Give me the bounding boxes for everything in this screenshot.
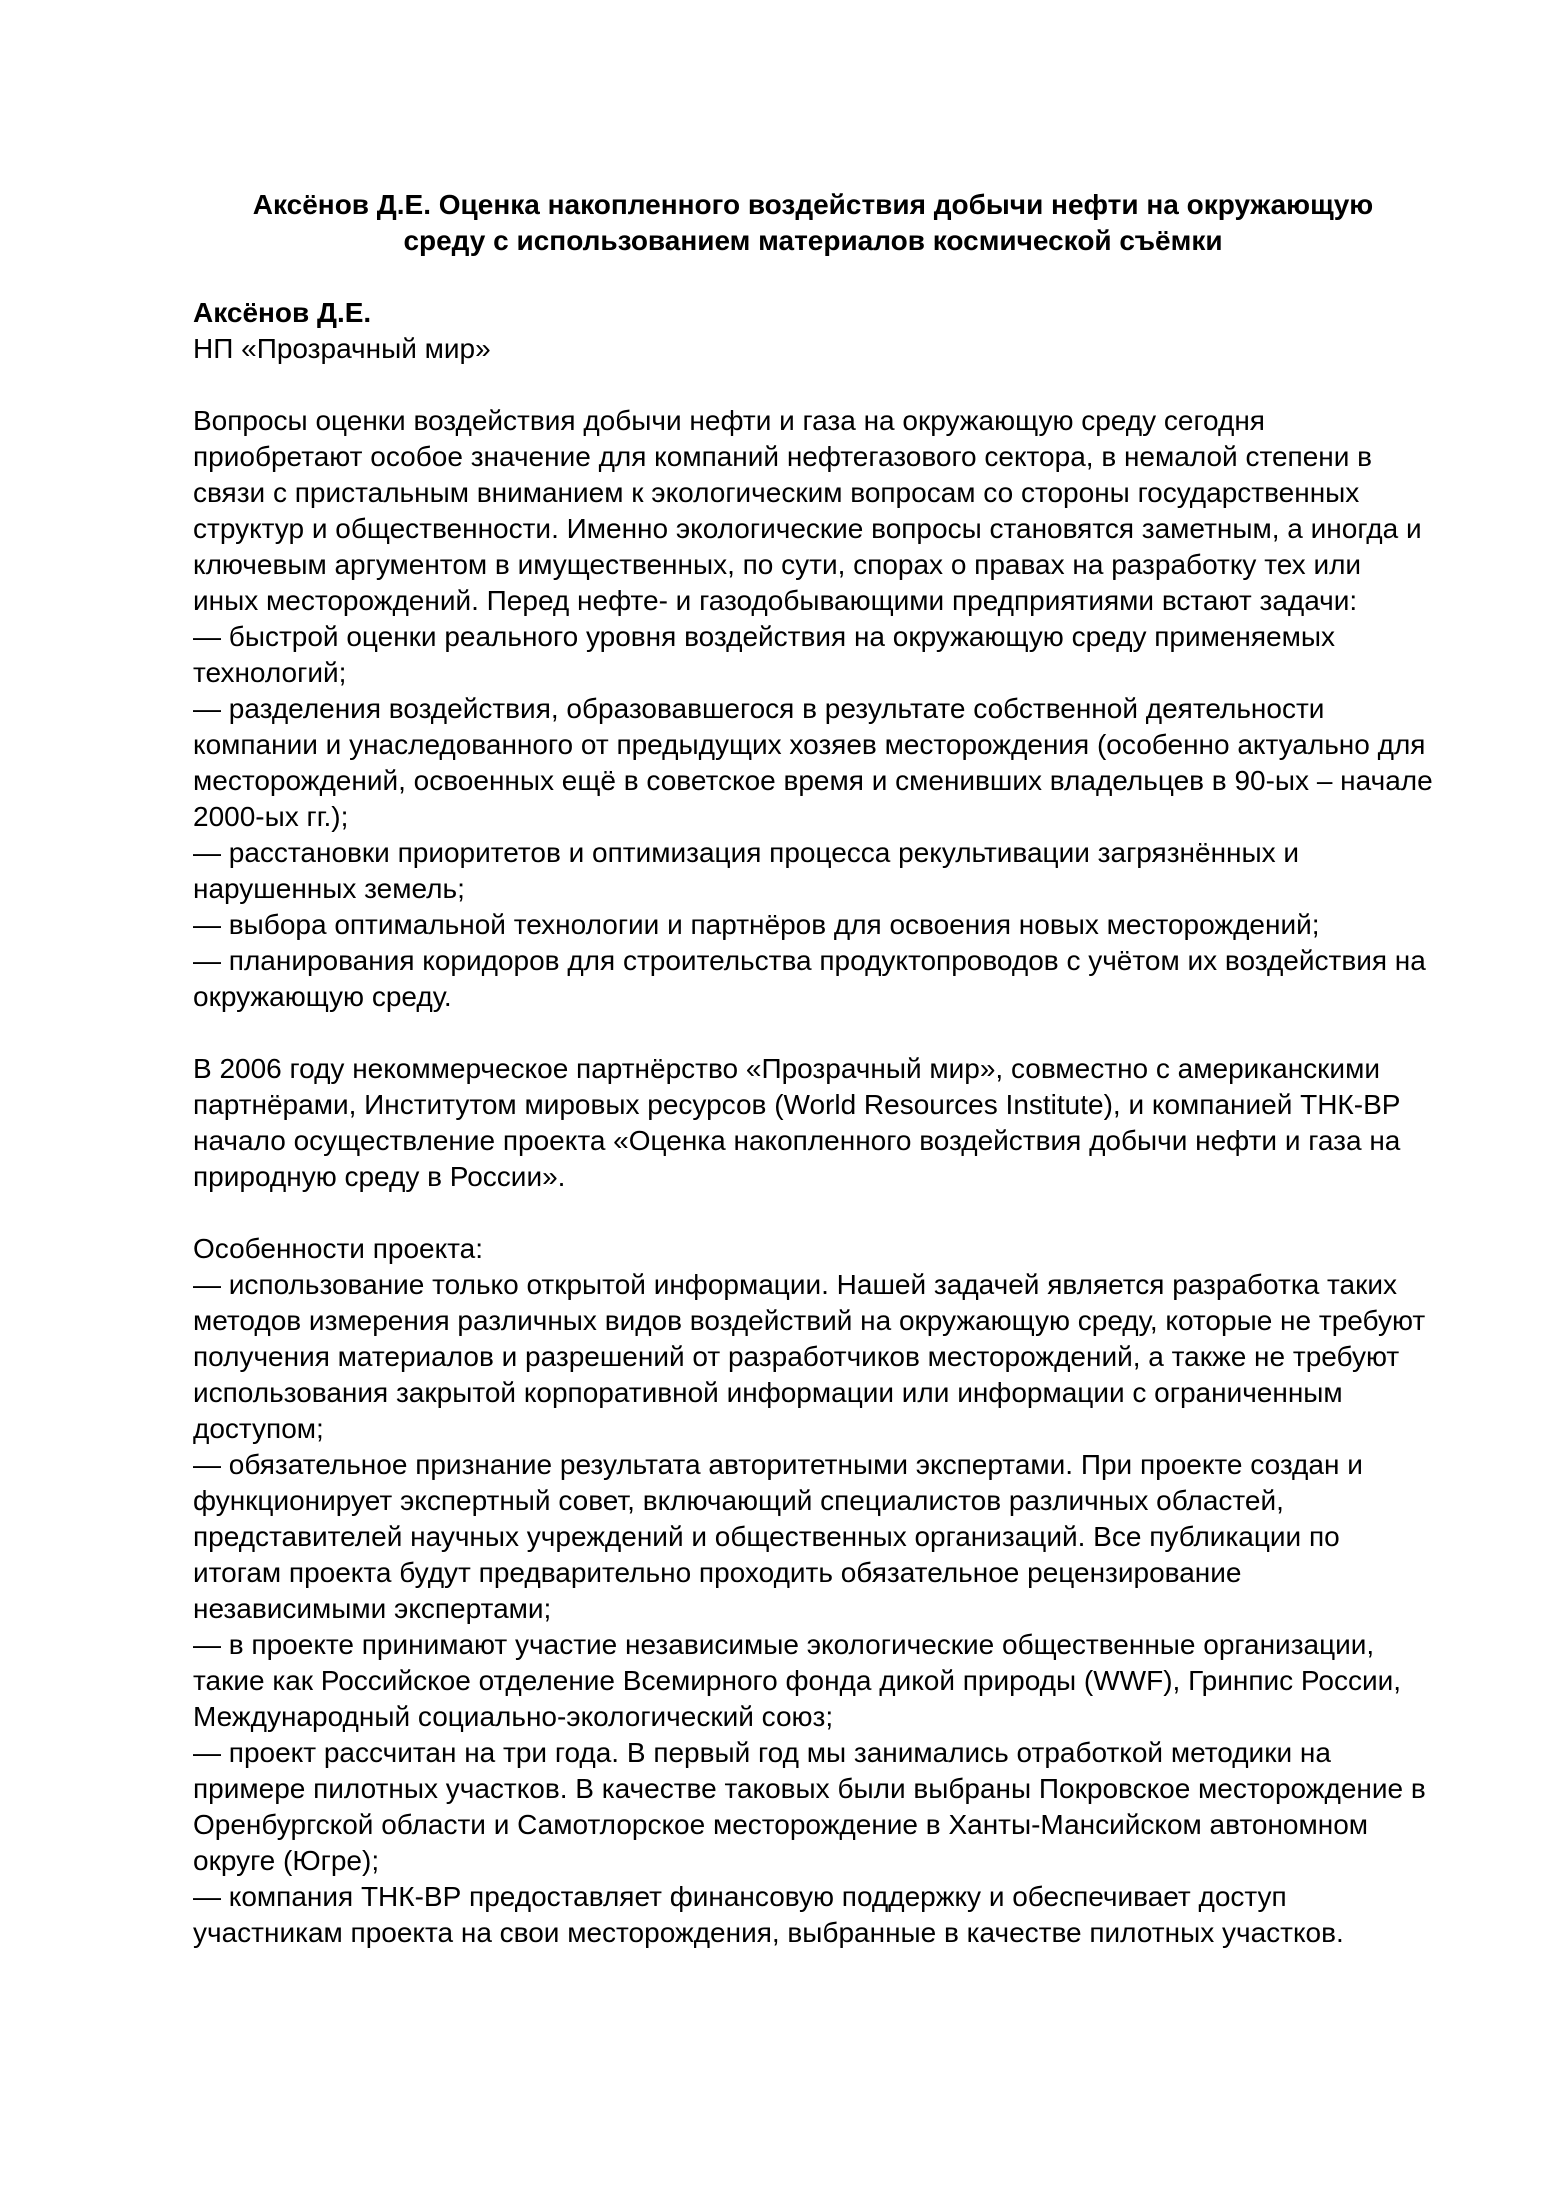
feature-item: — использование только открытой информации. Нашей задачей является разработка таких методов измерения различных видов воздействий на окружающую среду, которые не требуют получения материалов и разрешений от разработчиков месторождений, а также не требуют использования закрытой корпоративной информации или информации с ограниченным доступом;	[193, 1269, 1426, 1444]
task-item: — быстрой оценки реального уровня воздействия на окружающую среду применяемых технологий;	[193, 621, 1335, 688]
intro-paragraph: Вопросы оценки воздействия добычи нефти и газа на окружающую среду сегодня приобретают особое значение для компаний нефтегазового сектора, в немалой степени в связи с пристальным вниманием к экологическим вопросам со стороны государственных структур и общественности. Именно экологические вопросы становятся заметным, а иногда и ключевым аргументом в имущественных, по сути, спорах о правах на разработку тех или иных месторождений. Перед нефте- и газодобывающими предприятиями встают задачи:	[193, 405, 1422, 616]
task-item: — расстановки приоритетов и оптимизация процесса рекультивации загрязнённых и нарушенных земель;	[193, 837, 1300, 904]
feature-item: — обязательное признание результата авторитетными экспертами. При проекте создан и функционирует экспертный совет, включающий специалистов различных областей, представителей научных учреждений и общественных организаций. Все публикации по итогам проекта будут предварительно проходить обязательное рецензирование независимыми экспертами;	[193, 1449, 1363, 1624]
project-paragraph: В 2006 году некоммерческое партнёрство «Прозрачный мир», совместно с американскими партнёрами, Институтом мировых ресурсов (World Resources Institute), и компанией ТНК-ВР начало осуществление проекта «Оценка накопленного воздействия добычи нефти и газа на природную среду в России».	[193, 1053, 1401, 1192]
task-item: — планирования коридоров для строительства продуктопроводов с учётом их воздействия на окружающую среду.	[193, 945, 1426, 1012]
author-affiliation: НП «Прозрачный мир»	[193, 333, 491, 364]
task-item: — выбора оптимальной технологии и партнёров для освоения новых месторождений;	[193, 909, 1320, 940]
document-title: Аксёнов Д.Е. Оценка накопленного воздействия добычи нефти на окружающую среду с использованием материалов космической съёмки	[252, 189, 1374, 256]
author-block	[193, 295, 1433, 367]
feature-item: — компания ТНК-ВР предоставляет финансовую поддержку и обеспечивает доступ участникам проекта на свои месторождения, выбранные в качестве пилотных участков.	[193, 1881, 1344, 1948]
feature-item: — проект рассчитан на три года. В первый год мы занимались отработкой методики на примере пилотных участков. В качестве таковых были выбраны Покровское месторождение в Оренбургской области и Самотлорское месторождение в Ханты-Мансийском автономном округе (Югре);	[193, 1737, 1426, 1876]
task-item: — разделения воздействия, образовавшегося в результате собственной деятельности компании и унаследованного от предыдущих хозяев месторождения (особенно актуально для месторождений, освоенных ещё в советское время и сменивших владельцев в 90-ых – начале 2000-ых гг.);	[193, 693, 1433, 832]
author-name: Аксёнов Д.Е.	[193, 297, 372, 328]
intro-section	[193, 403, 1433, 1015]
feature-item: — в проекте принимают участие независимые экологические общественные организации, такие как Российское отделение Всемирного фонда дикой природы (WWF), Гринпис России, Международный социально-экологический союз;	[193, 1629, 1402, 1732]
features-heading: Особенности проекта:	[193, 1233, 484, 1264]
features-section	[193, 1231, 1433, 1951]
